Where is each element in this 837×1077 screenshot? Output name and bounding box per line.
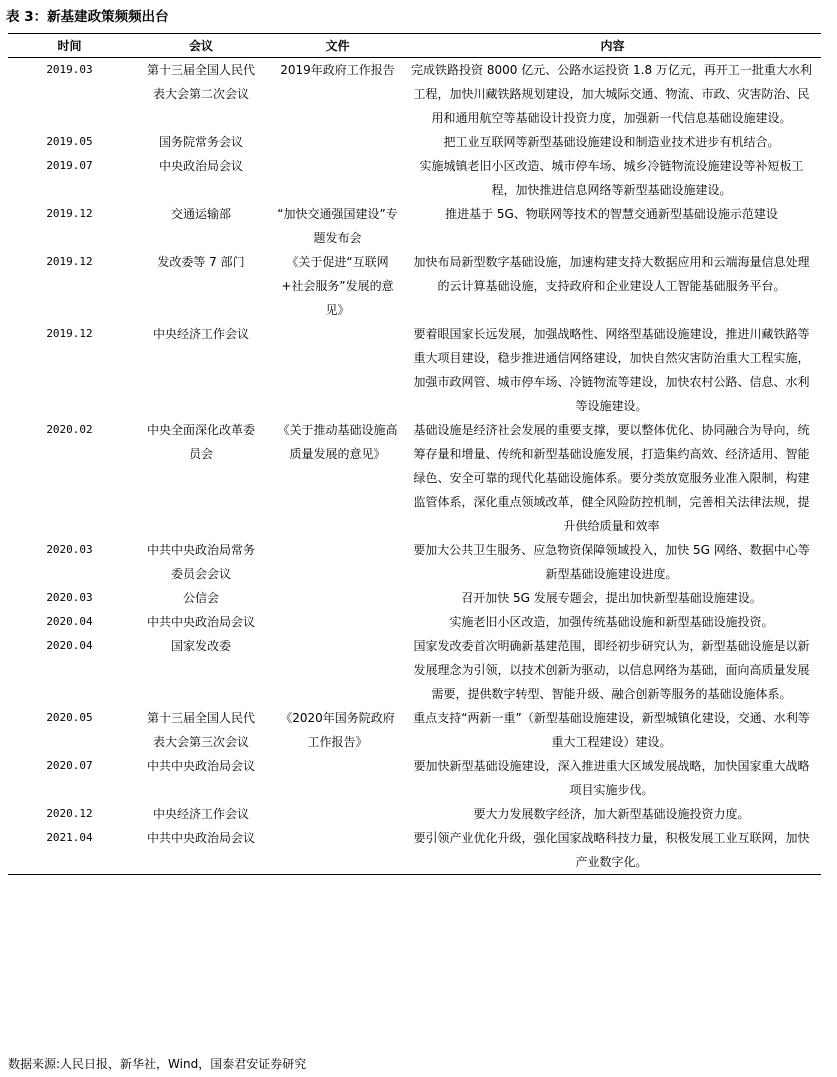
row-content <box>404 802 821 826</box>
row-time-text: 2020.05 <box>46 711 93 724</box>
header-content: 内容 <box>404 34 821 58</box>
row-document <box>271 250 404 322</box>
table-header-row <box>8 34 821 58</box>
row-document <box>271 802 404 826</box>
row-time <box>8 154 131 202</box>
row-time-text: 2019.07 <box>46 159 93 172</box>
row-document-text: 《关于促进“互联网+社会服务”发展的意见》 <box>281 255 394 317</box>
row-meeting-text: 国务院常务会议 <box>158 135 243 149</box>
row-meeting-text: 发改委等 7 部门 <box>157 255 245 269</box>
row-time-text: 2020.03 <box>46 591 93 604</box>
row-time-text: 2021.04 <box>46 831 93 844</box>
row-content-text: 基础设施是经济社会发展的重要支撑，要以整体优化、协同融合为导向，统筹存量和增量、传统和新型基础设施发展，打造集约高效、经济适用、智能绿色、安全可靠的现代化基础设施体系。要分类放宽服务业准入限制，构建监管体系，深化重点领域改革，健全风险防控机制，完善相关法律法规，提升供给质量和效率 <box>413 423 810 533</box>
row-time-text: 2020.07 <box>46 759 93 772</box>
row-time <box>8 202 131 250</box>
row-meeting-text: 中共中央政治局会议 <box>146 615 255 629</box>
row-time-text: 2020.12 <box>46 807 93 820</box>
row-content <box>404 706 821 754</box>
row-content-text: 要加大公共卫生服务、应急物资保障领域投入，加快 5G 网络、数据中心等新型基础设施建设进度。 <box>413 543 810 581</box>
table-title: 表 3：新基建政策频频出台 <box>6 9 169 25</box>
row-document <box>271 706 404 754</box>
row-content-text: 完成铁路投资 8000 亿元、公路水运投资 1.8 万亿元，再开工一批重大水利工程，加快川藏铁路规划建设，加大城际交通、物流、市政、灾害防治、民用和通用航空等基础设计投资力度，加强新一代信息基础设施建设。 <box>411 63 812 125</box>
row-meeting-text: 中央政治局会议 <box>158 159 243 173</box>
row-time <box>8 322 131 418</box>
row-document <box>271 322 404 418</box>
row-meeting-text: 第十三届全国人民代表大会第三次会议 <box>146 711 255 749</box>
row-meeting <box>131 802 271 826</box>
row-meeting-text: 国家发改委 <box>170 639 231 653</box>
table-row <box>8 250 821 322</box>
table-row <box>8 154 821 202</box>
row-content <box>404 418 821 538</box>
header-document: 文件 <box>271 34 404 58</box>
row-content <box>404 538 821 586</box>
row-time <box>8 610 131 634</box>
row-content-text: 实施老旧小区改造，加强传统基础设施和新型基础设施投资。 <box>449 615 774 629</box>
table-row <box>8 706 821 754</box>
row-document <box>271 538 404 586</box>
row-meeting <box>131 634 271 706</box>
row-content-text: 把工业互联网等新型基础设施建设和制造业技术进步有机结合。 <box>443 135 780 149</box>
row-meeting-text: 中央经济工作会议 <box>152 327 249 341</box>
row-time <box>8 754 131 802</box>
header-time: 时间 <box>8 34 131 58</box>
row-content <box>404 250 821 322</box>
row-content-text: 召开加快 5G 发展专题会，提出加快新型基础设施建设。 <box>461 591 762 605</box>
row-time <box>8 802 131 826</box>
row-meeting <box>131 418 271 538</box>
row-document-text: 《关于推动基础设施高质量发展的意见》 <box>277 423 398 461</box>
row-document <box>271 754 404 802</box>
row-content-text: 要大力发展数字经济，加大新型基础设施投资力度。 <box>473 807 750 821</box>
row-meeting <box>131 706 271 754</box>
row-content <box>404 754 821 802</box>
row-document <box>271 202 404 250</box>
row-content <box>404 322 821 418</box>
row-meeting <box>131 202 271 250</box>
row-content <box>404 202 821 250</box>
table-row <box>8 826 821 875</box>
row-document <box>271 826 404 875</box>
row-time <box>8 250 131 322</box>
row-meeting-text: 第十三届全国人民代表大会第二次会议 <box>146 63 255 101</box>
row-time <box>8 130 131 154</box>
row-meeting <box>131 538 271 586</box>
row-meeting-text: 中共中央政治局会议 <box>146 831 255 845</box>
row-meeting <box>131 826 271 875</box>
table-row <box>8 538 821 586</box>
row-time-text: 2020.02 <box>46 423 93 436</box>
row-time <box>8 418 131 538</box>
row-meeting <box>131 610 271 634</box>
row-time-text: 2019.12 <box>46 327 93 340</box>
row-document <box>271 610 404 634</box>
row-content-text: 要着眼国家长远发展，加强战略性、网络型基础设施建设，推进川藏铁路等重大项目建设，稳步推进通信网络建设，加快自然灾害防治重大工程实施，加强市政网管、城市停车场、冷链物流等建设，加快农村公路、信息、水利等设施建设。 <box>413 327 810 413</box>
row-meeting-text: 中共中央政治局会议 <box>146 759 255 773</box>
policy-table <box>8 33 821 875</box>
row-document-text: “加快交通强国建设”专题发布会 <box>277 207 398 245</box>
row-content-text: 重点支持“两新一重”（新型基础设施建设，新型城镇化建设，交通、水利等重大工程建设）建设。 <box>413 711 810 749</box>
row-time-text: 2020.03 <box>46 543 93 556</box>
row-meeting-text: 交通运输部 <box>170 207 231 221</box>
row-meeting <box>131 130 271 154</box>
row-document-text: 《2020年国务院政府工作报告》 <box>280 711 395 749</box>
row-meeting <box>131 754 271 802</box>
row-document <box>271 634 404 706</box>
row-content-text: 推进基于 5G、物联网等技术的智慧交通新型基础设施示范建设 <box>445 207 778 221</box>
row-meeting <box>131 322 271 418</box>
row-time <box>8 538 131 586</box>
row-meeting-text: 中央全面深化改革委员会 <box>146 423 255 461</box>
row-content <box>404 610 821 634</box>
row-meeting <box>131 58 271 131</box>
table-row <box>8 802 821 826</box>
row-time <box>8 58 131 131</box>
table-row <box>8 634 821 706</box>
row-time-text: 2019.03 <box>46 63 93 76</box>
table-row <box>8 610 821 634</box>
header-meeting: 会议 <box>131 34 271 58</box>
table-row <box>8 130 821 154</box>
table-row <box>8 58 821 131</box>
table-row <box>8 754 821 802</box>
row-content-text: 实施城镇老旧小区改造、城市停车场、城乡冷链物流设施建设等补短板工程，加快推进信息网络等新型基础设施建设。 <box>419 159 804 197</box>
row-time-text: 2020.04 <box>46 639 93 652</box>
row-meeting-text: 中央经济工作会议 <box>152 807 249 821</box>
row-content <box>404 154 821 202</box>
data-source-note: 数据来源:人民日报，新华社，Wind，国泰君安证券研究 <box>8 1057 307 1071</box>
row-time-text: 2019.12 <box>46 207 93 220</box>
row-time-text: 2020.04 <box>46 615 93 628</box>
table-row <box>8 202 821 250</box>
row-meeting-text: 公信会 <box>182 591 219 605</box>
row-document-text: 2019年政府工作报告 <box>280 63 395 77</box>
row-content <box>404 634 821 706</box>
row-document <box>271 130 404 154</box>
row-time <box>8 634 131 706</box>
row-document <box>271 58 404 131</box>
row-document <box>271 586 404 610</box>
row-content <box>404 58 821 131</box>
row-content-text: 国家发改委首次明确新基建范围，即经初步研究认为，新型基础设施是以新发展理念为引领，以技术创新为驱动，以信息网络为基础，面向高质量发展需要，提供数字转型、智能升级、融合创新等服务的基础设施体系。 <box>413 639 810 701</box>
row-time <box>8 586 131 610</box>
table-row <box>8 586 821 610</box>
row-document <box>271 418 404 538</box>
row-meeting-text: 中共中央政治局常务委员会会议 <box>146 543 255 581</box>
row-time-text: 2019.12 <box>46 255 93 268</box>
row-content <box>404 586 821 610</box>
row-meeting <box>131 586 271 610</box>
row-content-text: 要引领产业优化升级，强化国家战略科技力量，积极发展工业互联网，加快产业数字化。 <box>413 831 810 869</box>
row-content-text: 要加快新型基础设施建设，深入推进重大区域发展战略，加快国家重大战略项目实施步伐。 <box>413 759 810 797</box>
row-content-text: 加快布局新型数字基础设施，加速构建支持大数据应用和云端海量信息处理的云计算基础设施，支持政府和企业建设人工智能基础服务平台。 <box>413 255 810 293</box>
row-content <box>404 826 821 875</box>
row-document <box>271 154 404 202</box>
row-meeting <box>131 154 271 202</box>
row-time <box>8 706 131 754</box>
row-meeting <box>131 250 271 322</box>
row-time-text: 2019.05 <box>46 135 93 148</box>
table-row <box>8 322 821 418</box>
row-time <box>8 826 131 875</box>
table-row <box>8 418 821 538</box>
row-content <box>404 130 821 154</box>
